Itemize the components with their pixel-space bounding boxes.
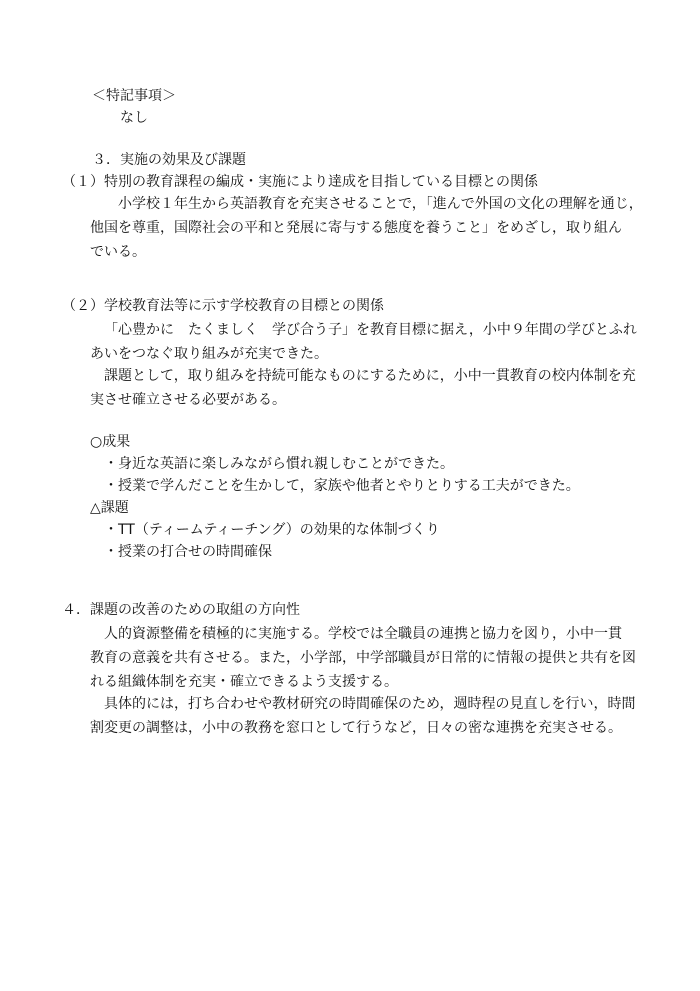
section4-line: 割変更の調整は，小中の教務を窓口として行うなど，日々の密な連携を充実させる。 bbox=[90, 720, 622, 736]
results-heading: ○成果 bbox=[90, 434, 131, 450]
section4-line: 具体的には，打ち合わせや教材研究の時間確保のため，週時程の見直しを行い，時間 bbox=[104, 696, 636, 712]
issues-item: ・TT（ティームティーチング）の効果的な体制づくり bbox=[104, 522, 440, 538]
section3-sub2-heading: （２）学校教育法等に示す学校教育の目標との関係 bbox=[62, 298, 384, 314]
section3-sub1-line: 小学校１年生から英語教育を充実させることで，「進んで外国の文化の理解を通じ， bbox=[118, 196, 643, 212]
section3-sub2-line: あいをつなぐ取り組みが充実できた。 bbox=[90, 346, 328, 362]
section3-sub1-line: でいる。 bbox=[90, 244, 146, 260]
section4-line: 人的資源整備を積極的に実施する。学校では全職員の連携と協力を図り，小中一貫 bbox=[104, 626, 622, 642]
section3-sub2-line: 「心豊かに たくましく 学び合う子」を教育目標に据え，小中９年間の学びとふれ bbox=[104, 322, 637, 338]
section3-sub1-heading: （１）特別の教育課程の編成・実施により達成を目指している目標との関係 bbox=[62, 174, 538, 190]
section4-heading: ４．課題の改善のための取組の方向性 bbox=[62, 602, 300, 618]
section3-sub1-line: 他国を尊重，国際社会の平和と発展に寄与する態度を養うこと」をめざし，取り組ん bbox=[90, 220, 622, 236]
special-notes-heading: ＜特記事項＞ bbox=[92, 88, 176, 104]
results-item: ・授業で学んだことを生かして，家族や他者とやりとりする工夫ができた。 bbox=[104, 478, 580, 494]
section3-sub2-line: 課題として，取り組みを持続可能なものにするために，小中一貫教育の校内体制を充 bbox=[104, 368, 636, 384]
special-notes-content: なし bbox=[120, 110, 148, 126]
section3-heading: ３．実施の効果及び課題 bbox=[92, 152, 246, 168]
section3-sub2-line: 実させ確立させる必要がある。 bbox=[90, 392, 286, 408]
issues-heading: △課題 bbox=[90, 500, 129, 516]
issues-item: ・授業の打合せの時間確保 bbox=[104, 544, 272, 560]
section4-line: 教育の意義を共有させる。また，小学部，中学部職員が日常的に情報の提供と共有を図 bbox=[90, 650, 636, 666]
results-item: ・身近な英語に楽しみながら慣れ親しむことができた。 bbox=[104, 456, 454, 472]
section4-line: れる組織体制を充実・確立できるよう支援する。 bbox=[90, 674, 398, 690]
